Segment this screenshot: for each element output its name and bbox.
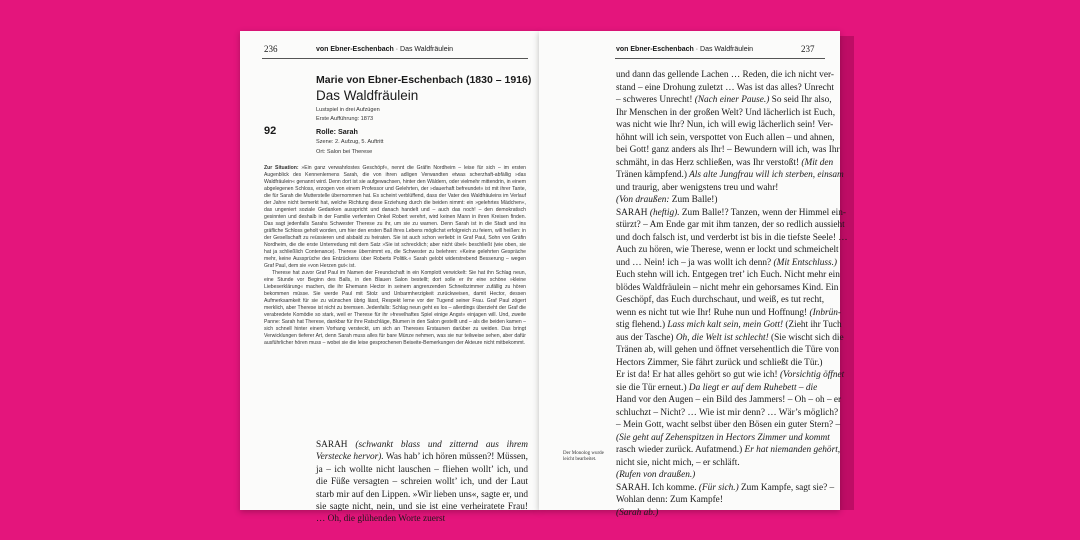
right-page — [539, 31, 848, 518]
author-heading: Marie von Ebner-Eschenbach (1830 – 1916) — [316, 74, 532, 86]
text-line: und doch falsch ist, und verderbt ist bis in die tiefste Seele! … — [616, 232, 848, 243]
role-heading: Rolle: Sarah — [316, 127, 358, 136]
text-line: – schweres Unrecht! (Nach einer Pause.) So seid Ihr also, — [616, 95, 832, 105]
text-line: schluchzt – Nicht? … Wie ist mir denn? … Wär’s möglich? — [616, 407, 839, 418]
right-running-head: von Ebner-Eschenbach · Das Waldfräulein — [616, 46, 754, 53]
text-line: Euch stehn will ich. Entgegen tret’ ich Euch. Nicht mehr ein — [616, 270, 840, 280]
text-line: stürzt? – Am Ende gar mit ihm tanzen, der so redlich aussieht — [616, 220, 845, 230]
scene-line: Szene: 2. Aufzug, 5. Auftritt — [316, 139, 384, 145]
text-line: Tränen ab, will gehen und öffnet versehentlich die Türe von — [616, 345, 839, 355]
text-line: Ihr Menschen in der großen Welt? Und lächerlich ist Euch, — [616, 107, 836, 118]
text-line: aus der Tasche) Oh, die Welt ist schlecht! (Sie wischt sich die — [616, 332, 844, 343]
text-line: Auch zu hören, wie Therese, wenn er lockt und schmeichelt — [616, 245, 839, 255]
text-line: bei Gott! ganz anders als Ihr! – Bewundern will ich, was Ihr — [616, 145, 840, 155]
text-line: (Von draußen: Zum Balle!) — [616, 195, 718, 205]
speaker-name: SARAH — [316, 440, 348, 450]
text-line: sie die Tür erneut.) Da liegt er auf dem Ruhebett – die — [616, 382, 818, 393]
genre-line: Lustspiel in drei Aufzügen — [316, 107, 380, 113]
page-edge-shadow — [840, 36, 854, 510]
left-page — [240, 31, 539, 525]
right-page-number: 237 — [801, 44, 815, 54]
text-line: SARAH. Ich komme. (Für sich.) Zum Kampfe, sagt sie? – — [616, 482, 835, 493]
monologue-start — [316, 439, 528, 526]
premiere-line: Erste Aufführung: 1873 — [316, 116, 374, 122]
header-rule — [262, 58, 528, 59]
text-line: Tränen kämpfend.) Als alte Jungfrau will ich sterben, einsam — [616, 170, 844, 180]
text-line: und … Nein! ich – ja was wollt ich denn? (Mit Entschluss.) — [616, 257, 838, 268]
text-line: stig flehend.) Lass mich kalt sein, mein Gott! (Zieht ihr Tuch — [616, 320, 842, 330]
text-line: Geschöpf, das Euch durchschaut, und weiß, es tut recht, — [616, 295, 825, 305]
scene-number: 92 — [264, 125, 277, 137]
text-line: SARAH (heftig). Zum Balle!? Tanzen, wenn der Himmel ein- — [616, 207, 847, 218]
text-line: – Mein Gott, wacht selbst über den Bösen ein guter Stern? – — [616, 420, 841, 430]
text-line: schmäht, in das Herz schließen, was Ihr verstoßt! (Mit den — [616, 157, 834, 168]
text-line: stand – eine Drohung zuletzt … Was ist das alles? Unrecht — [616, 82, 835, 93]
text-line: (Sie geht auf Zehenspitzen in Hectors Zimmer und kommt — [616, 432, 830, 443]
text-line: Wohlan denn: Zum Kampfe! — [616, 495, 723, 505]
text-line: und dann das gellende Lachen … Reden, die ich nicht ver- — [616, 70, 834, 80]
intro-paragraph-1: Zur Situation: »Ein ganz verwahrlostes Geschöpf«, nennt die Gräfin Nordheim – leise für sich – im ersten Augenblick des Kennenlernens Sarah, die von ihren adligen Verwandten etwas scherzhaft-abfällig »das Waldfräulein« genannt wird. Denn dort ist sie aufgewachsen, hinter den Wäldern, oder vielmehr mittendrin, in einem abgelegenen Schloss, erzogen von einem Professor und Gelehrten, der »dauerhaft befreundet« ist mit ihrer Tante, die für Sarah die Mutterstelle übernommen hat. Es scheint verblüffend, dass der Vater des Waldfräuleins im Verlauf der Jahre nicht bemerkt hat, welche Richtung diese Erziehung durch die beiden nimmt: ein »gelehrtes Mädchen«, das ungeniert soziale Gedanken ausspricht und danach handelt und – auch das noch! – den demokratisch gesinnten und deshalb in der Familie verfemten Onkel Robert verehrt, wird keinen Mann in ihren Kreisen finden. Das sagt jedenfalls Sarahs Schwester Therese zu ihr, um sie zu warnen. Denn Sarah ist in die Stadt und ins gräfliche Schloss geholt worden, um hier den ersten Ball ihres Lebens möglichst erfolgreich zu feiern, will heißen: in der Gesellschaft zu reüssieren und alsbald zu heiraten. Sie ist auch schon verliebt: in Graf Paul, Sohn von Gräfin Nordheim, die die erste Unterredung mit dem Satz »Sie ist schrecklich; aber nicht übel« beschließt (wie oben, sie hat ja schließlich Contenance). Therese übernimmt es, die Schwester zu belehren: »Keine gelehrten Gespräche mehr, keine Aussprüche des Entzückens über Roberts Politik.« Sarah gelobt widerstrebend Besserung – wegen Graf Paul, dem sie »von Herzen gut« ist. — [264, 165, 526, 269]
monologue-text: Was hab’ ich hören müssen?! Müssen, ja – ich wollte nicht lauschen – fliehen wollt’ ich, und die Füße versagten – schreien wollt’ ich, und der Laut starb mir auf den Lippen. »Wir lieben uns«, sagte er, und sie sagte nicht, nein, und sie ist eine verheiratete Frau! … Oh, die glühenden Worte zuerst — [316, 452, 528, 525]
text-line: und traurig, aber wenigstens treu und wahr! — [616, 182, 779, 193]
text-line: Er ist da! Er hat alles gehört so gut wie ich! (Vorsichtig öffnet — [616, 370, 845, 380]
stage-direction: (schwankt blass und zitternd aus ihrem Verstecke hervor). — [316, 440, 528, 463]
text-line: (Sarah ab.) — [616, 507, 659, 518]
text-line: höhnt will ich sein, verspottet von Euch allen – und ahnen, — [616, 132, 835, 143]
header-rule — [615, 58, 825, 59]
text-line: Hectors Zimmer, Sie fährt zurück und schließt die Tür.) — [616, 357, 823, 368]
place-line: Ort: Salon bei Therese — [316, 149, 373, 155]
work-title: Das Waldfräulein — [316, 88, 419, 103]
situation-intro — [264, 165, 526, 347]
text-line: nicht sie, nicht mich, – er schläft. — [616, 457, 740, 468]
text-line: (Rufen von draußen.) — [616, 470, 696, 480]
left-page-number: 236 — [264, 44, 278, 54]
text-line: blödes Waldfräulein – nicht mehr ein gehorsames Kind. Ein — [616, 282, 839, 293]
intro-paragraph-2: Therese hat zuvor Graf Paul im Namen der Freundschaft in ein Komplott verwickelt: Sie hat ihn Schlag neun, eine Stunde vor Beginn des Balls, in den Blauen Salon bestellt; dort solle er ihr eine schöne »kleine Liebeserklärung« machen, die ihr Ehemann Hector in seinem angrenzenden Schneibzimmer zufällig zu hören bekommen müsse. Sie werde Paul mit Stolz und Unbarmherzigkeit zurückweisen, damit Hector, dessen Aufmerksamkeit für sie zu wünschen übrig lässt, Respekt lerne vor der Tugend seiner Frau. Graf Paul zögert merklich, aber Therese ist nicht zu bremsen. Jedenfalls: Schlag neun geht es los – allerdings überzieht der Graf die verabredete Komödie so stark, weil er Therese für ihr »frevelhaftes Spiel einige Angst« einjagen will. Und, zweite Panne: Sarah hat Therese, dankbar für ihre Ratschläge, Blumen in den Salon gestellt und – als die beiden kamen – sich schnell hinter einem Vorhang versteckt, um sich an Thereses Erstaunen darüber zu weiden. Das bringt Verwicklungen tieferer Art, denn Sarah muss alles für bare Münze nehmen, was sie nur teilweise sehen, aber dafür ausführlicher hören muss – wobei sie die leise gesprochenen Beiseite-Bemerkungen der Akteure nicht mitbekommt. — [264, 270, 526, 346]
margin-note: Der Monolog wurde leicht bearbeitet. — [563, 451, 604, 462]
text-line: was nicht wie Ihr? Nun, ich will ewig lächerlich sein! Ver- — [616, 120, 834, 130]
left-running-head: von Ebner-Eschenbach · Das Waldfräulein — [316, 46, 454, 53]
text-line: wenn es nicht tut wie Ihr! Ruhe nun und Hoffnung! (Inbrün- — [616, 307, 841, 318]
monologue-continuation — [616, 69, 848, 519]
text-line: rasch wieder zurück. Aufatmend.) Er hat niemanden gehört, — [616, 445, 841, 455]
text-line: Hand vor den Augen – ein Bild des Jammers! – Oh – oh – er — [616, 395, 842, 405]
